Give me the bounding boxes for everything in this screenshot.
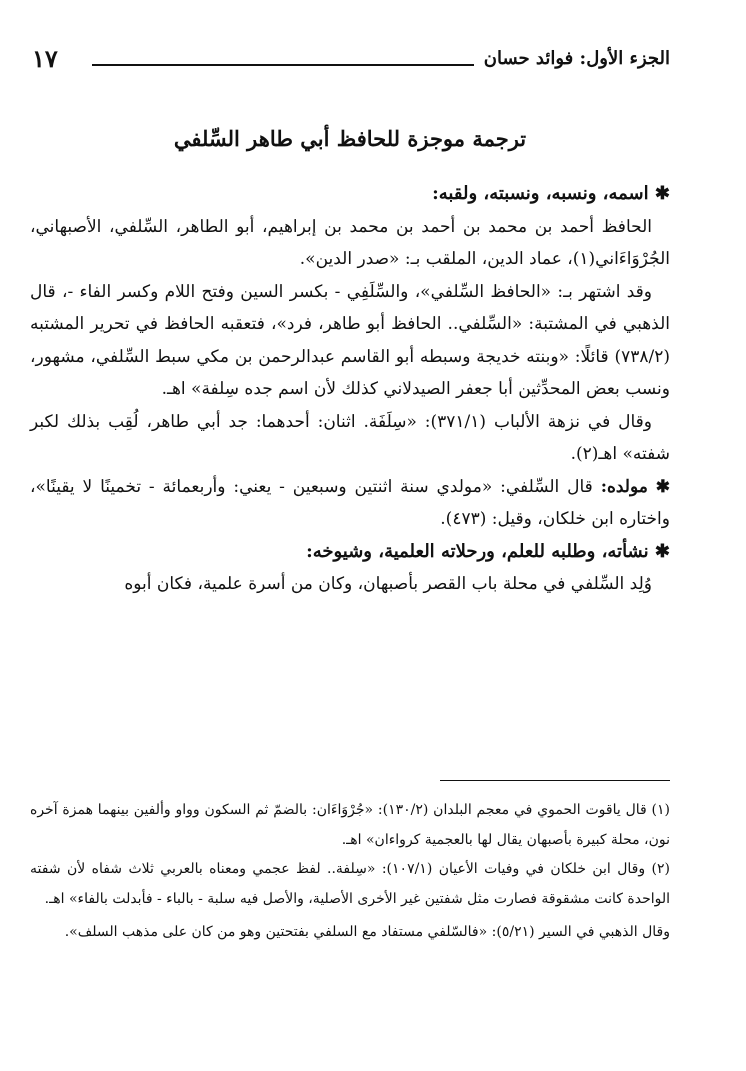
- header-rule: [92, 64, 474, 66]
- footnotes: [30, 796, 670, 948]
- name-paragraph: الحافظ أحمد بن محمد بن أحمد بن محمد بن إبراهيم، أبو الطاهر، السِّلفي، الأصبهاني، الجُرْوَاءَاني(١)، عماد الدين، الملقب بـ: «صدر الدين».: [30, 216, 670, 269]
- page-header: [30, 44, 670, 78]
- page-number: ١٧: [32, 44, 58, 73]
- star-bullet-icon: ✱: [654, 540, 670, 562]
- footnote-separator: [440, 780, 670, 781]
- star-bullet-icon: ✱: [654, 183, 670, 204]
- footnote-1: (١) قال ياقوت الحموي في معجم البلدان (١٣٠/٢): «جُرْوَاءَان: بالضمّ ثم السكون وواو وألفين بينهما همزة آخره نون، محلة كبيرة بأصبهان يقال لها بالعجمية كرواءان» اهـ.: [30, 802, 670, 848]
- section-heading-growth: [30, 536, 670, 569]
- fame-paragraph: وقد اشتهر بـ: «الحافظ السِّلفي»، والسِّلَفِي - بكسر السين وفتح اللام وكسر الفاء -، قال الذهبي في المشتبة: «السِّلفي.. الحافظ أبو طاهر، فرد»، فتعقبه الحافظ في تحرير المشتبه (٧٣٨/٢) قائلًا: «وبنته خديجة وسبطه أبو القاسم عبدالرحمن بن مكي سبط السِّلفي، مشهور، ونسب بعض المحدِّثين أبا جعفر الصيدلاني كذلك لأن اسم جده سِلفة» اهـ.: [30, 281, 670, 399]
- chapter-title: ترجمة موجزة للحافظ أبي طاهر السِّلفي: [173, 126, 527, 151]
- growth-paragraph: وُلِد السِّلفي في محلة باب القصر بأصبهان، وكان من أسرة علمية، فكان أبوه: [124, 574, 652, 594]
- birth-text: قال السِّلفي: «مولدي سنة اثنتين وسبعين - يعني: وأربعمائة - تخمينًا لا يقينًا»، واختاره ابن خلكان، وقيل: (٤٧٣).: [30, 476, 670, 529]
- birth-label: مولده:: [600, 476, 648, 497]
- section-heading-name-text: اسمه، ونسبه، ونسبته، ولقبه:: [432, 183, 649, 204]
- section-heading-name: [30, 178, 670, 211]
- footnote-2: (٢) وقال ابن خلكان في وفيات الأعيان (١٠٧/١): «سِلفة.. لفظ عجمي ومعناه بالعربي ثلاث شفاه لأن شفته الواحدة كانت مشقوقة فصارت مثل شفتين غير الأخرى الأصلية، والأصل فيه سلبة - بالباء - فأبدلت بالفاء» اهـ.: [30, 861, 670, 907]
- footnote-2-continued: وقال الذهبي في السير (٥/٢١): «فالسّلفي مستفاد مع السلفي بفتحتين وهو من كان على مذهب السلف».: [64, 924, 670, 940]
- birth-paragraph: [30, 471, 670, 536]
- running-title: الجزء الأول: فوائد حسان: [483, 48, 670, 69]
- nuzha-paragraph: وقال في نزهة الألباب (٣٧١/١): «سِلَفَة. اثنان: أحدهما: جد أبي طاهر، لُقِب بذلك لكبر شفته» اهـ(٢).: [30, 411, 670, 464]
- book-page: [30, 38, 670, 1058]
- star-bullet-icon: ✱: [655, 476, 670, 497]
- main-text: [30, 178, 670, 601]
- section-heading-growth-text: نشأته، وطلبه للعلم، ورحلاته العلمية، وشيوخه:: [306, 540, 649, 562]
